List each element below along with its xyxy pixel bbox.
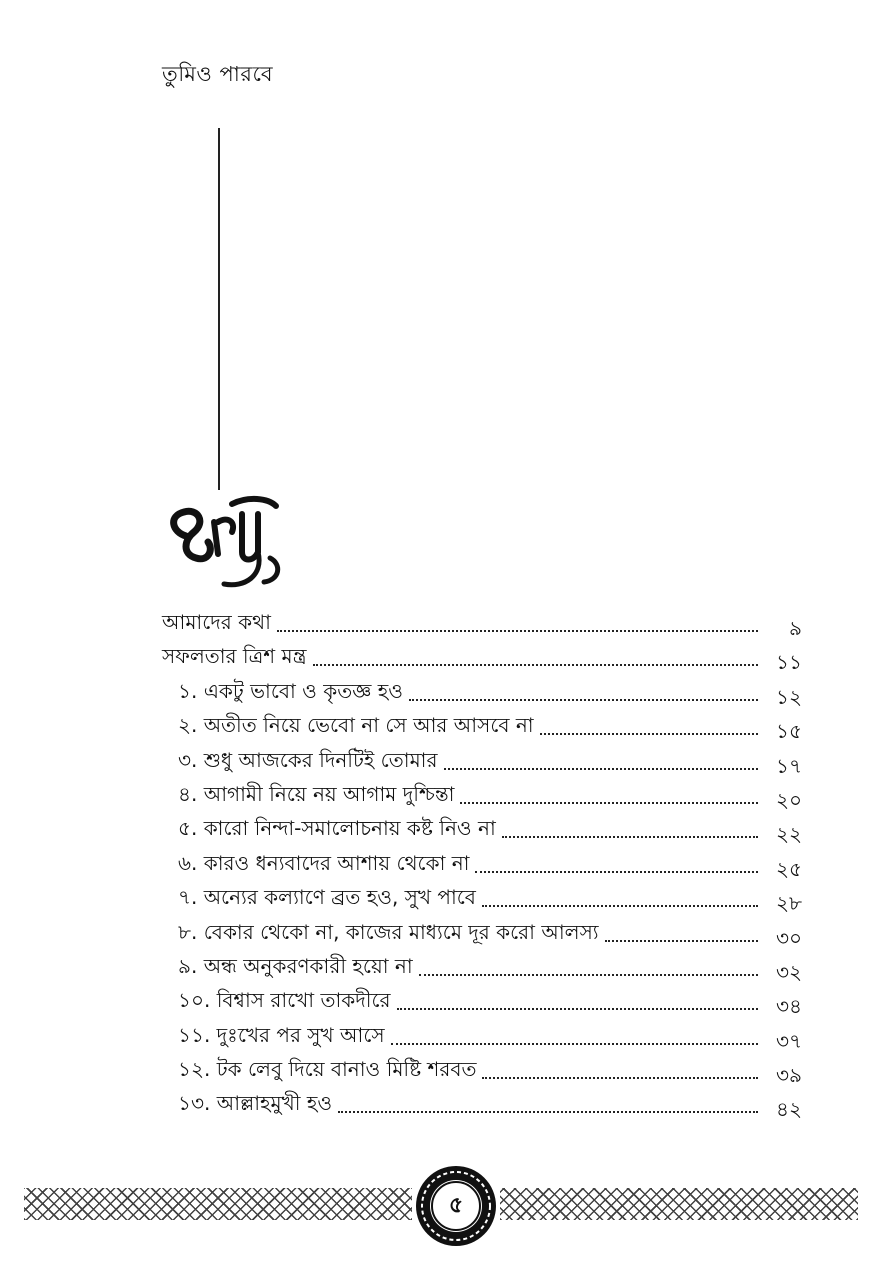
toc-entry[interactable]	[162, 881, 802, 915]
dot-leader	[419, 950, 758, 976]
dot-leader	[409, 675, 758, 701]
toc-entry-label: ৮. বেকার থেকো না, কাজের মাধ্যমে দূর করো আলস্য	[178, 919, 599, 944]
toc-title	[158, 492, 298, 592]
toc-entry[interactable]	[162, 1087, 802, 1121]
dot-leader	[482, 1053, 758, 1079]
toc-entry-page: ৩৪	[776, 994, 802, 1019]
toc-entry-page: ১৭	[776, 753, 802, 778]
toc-entry[interactable]	[162, 709, 802, 743]
toc-entry-page: ১৫	[776, 719, 802, 744]
page-footer	[0, 1160, 869, 1248]
dot-leader	[391, 1019, 758, 1045]
dot-leader	[313, 640, 759, 666]
toc-entry[interactable]	[162, 744, 802, 778]
toc-entry-label: আমাদের কথা	[162, 610, 271, 634]
dot-leader	[605, 916, 758, 942]
toc-entry-page: ২২	[775, 822, 802, 847]
toc-entry[interactable]	[162, 984, 802, 1018]
toc-entry-page: ২৮	[776, 891, 802, 916]
toc-entry-label: ১০. বিশ্বাস রাখো তাকদীরে	[178, 988, 391, 1013]
toc-entry[interactable]	[162, 847, 802, 881]
toc-entry[interactable]	[162, 950, 802, 984]
decorative-vertical-line	[218, 128, 220, 490]
toc-entry[interactable]	[162, 1019, 802, 1053]
toc-entry-page: ৯	[789, 616, 802, 640]
dot-leader	[397, 984, 758, 1010]
dot-leader	[460, 778, 758, 804]
page-number: ৫	[448, 1192, 464, 1218]
toc-entry-label: ১৩. আল্লাহমুখী হও	[178, 1091, 333, 1116]
toc-entry-page: ৩৭	[775, 1028, 802, 1053]
toc-entry-page: ৪২	[776, 1097, 802, 1122]
toc-entry-page: ২৫	[776, 856, 802, 881]
running-header: তুমিও পারবে	[162, 62, 274, 86]
table-of-contents	[162, 606, 802, 1122]
toc-entry[interactable]	[162, 1053, 802, 1087]
decorative-pattern-band-right	[500, 1188, 858, 1220]
toc-entry-label: ৩. শুধু আজকের দিনটিই তোমার	[178, 747, 438, 772]
toc-entry[interactable]	[162, 606, 802, 640]
dot-leader	[338, 1087, 758, 1113]
toc-entry-page: ২০	[775, 787, 802, 812]
toc-entry-label: সফলতার ত্রিশ মন্ত্র	[162, 644, 307, 669]
dot-leader	[277, 606, 758, 632]
toc-entry-label: ১২. টক লেবু দিয়ে বানাও মিষ্টি শরবত	[178, 1057, 477, 1082]
toc-entry-page: ৩৯	[776, 1063, 802, 1088]
toc-entry-label: ৭. অন্যের কল্যাণে ব্রত হও, সুখ পাবে	[178, 885, 476, 910]
toc-entry[interactable]	[162, 916, 802, 950]
toc-entry-label: ৪. আগামী নিয়ে নয় আগাম দুশ্চিন্তা	[178, 781, 455, 806]
toc-entry-page: ৩০	[775, 925, 802, 950]
toc-entry-label: ৯. অন্ধ অনুকরণকারী হয়ো না	[178, 953, 413, 978]
dot-leader	[502, 812, 758, 838]
toc-entry-label: ২. অতীত নিয়ে ভেবো না সে আর আসবে না	[178, 713, 534, 738]
toc-entry-label: ১. একটু ভাবো ও কৃতজ্ঞ হও	[178, 678, 403, 703]
toc-entry-page: ১১	[776, 650, 802, 675]
toc-entry-label: ১১. দুঃখের পর সুখ আসে	[178, 1022, 385, 1047]
toc-entry[interactable]	[162, 778, 802, 812]
toc-entry-page: ১২	[776, 684, 802, 709]
decorative-pattern-band-left	[24, 1188, 412, 1220]
toc-entry-page: ৩২	[775, 959, 802, 984]
toc-title-calligraphy	[158, 492, 298, 592]
toc-entry-label: ৬. কারও ধন্যবাদের আশায় থেকো না	[178, 850, 470, 875]
page-number-medallion	[414, 1164, 498, 1248]
dot-leader	[540, 709, 758, 735]
dot-leader	[475, 847, 758, 873]
toc-entry[interactable]	[162, 640, 802, 674]
dot-leader	[444, 744, 759, 770]
toc-entry[interactable]	[162, 675, 802, 709]
toc-entry-label: ৫. কারো নিন্দা-সমালোচনায় কষ্ট নিও না	[178, 816, 496, 841]
toc-entry[interactable]	[162, 812, 802, 846]
dot-leader	[482, 881, 758, 907]
